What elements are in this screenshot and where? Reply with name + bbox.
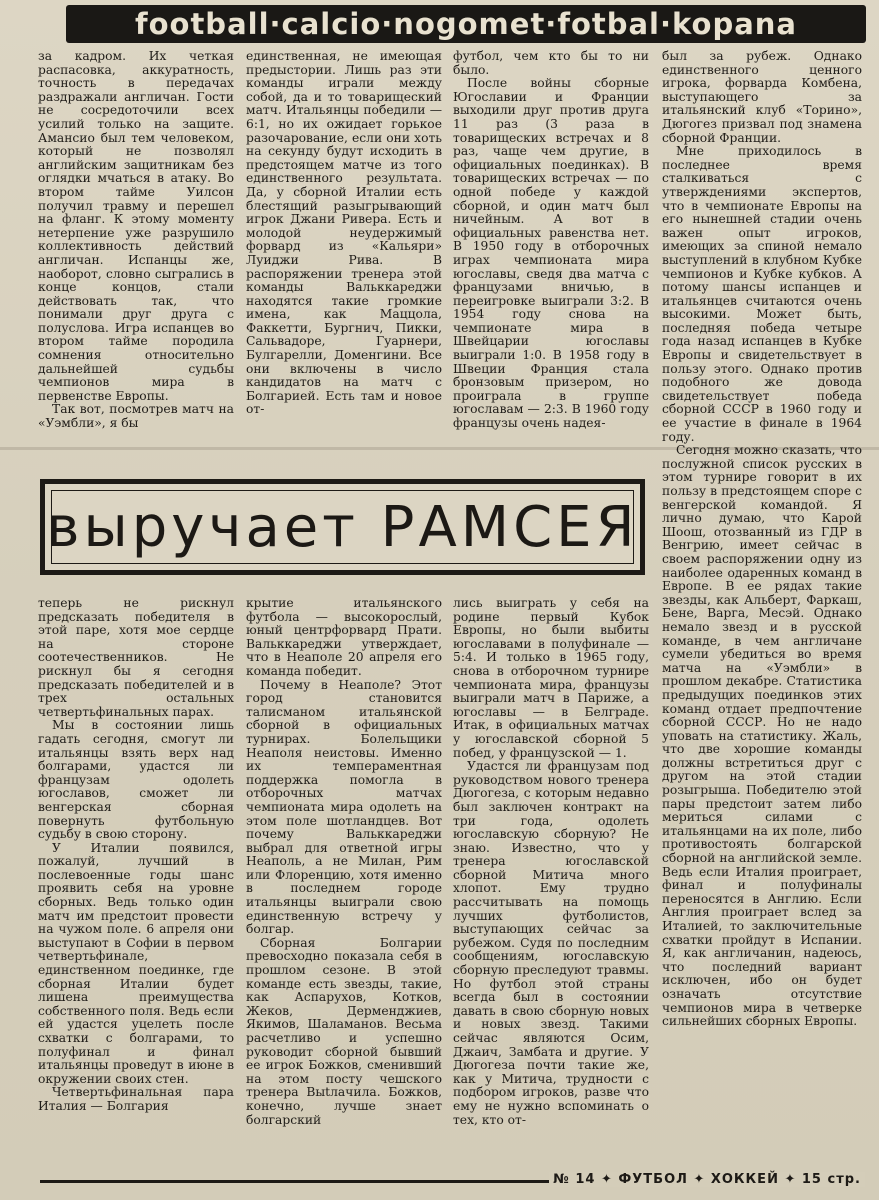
- paragraph: крытие итальянского футбола — высокорослый, юный центрфорвард Прати. Вальккареджи утверждает, что в Неаполе 20 апреля его команда победит.: [246, 597, 442, 678]
- article-column-top-2: [246, 50, 442, 470]
- paragraph: Мы в состоянии лишь гадать сегодня, смогут ли итальянцы взять верх над болгарами, удастся ли французам одолеть югославов, сможет ли венгерская сборная повернуть футбольную судьбу в свою сторону.: [38, 718, 234, 842]
- headline-frame: [40, 479, 645, 575]
- paragraph: Удастся ли французам под руководством нового тренера Дюгогеза, с которым недавно был заключен контракт на три года, одолеть югославскую сборную? Не знаю. Известно, что у тренера югославской сборной Митича много хлопот. Ему трудно рассчитывать на помощь лучших футболистов, выступающих сейчас за рубежом. Судя по последним сообщениям, югославскую сборную преследуют травмы. Но футбол этой страны всегда был в состоянии давать в свою сборную новых и новых звезд. Такими сейчас являются Осим, Джаич, Замбата и другие. У Дюгогеза почти такие же, как у Митича, трудности с подбором игроков, разве что ему не нужно вспоминать о тех, кто от-: [453, 759, 649, 1127]
- paragraph: единственная, не имеющая предыстории. Лишь раз эти команды играли между собой, да и то товарищеский матч. Итальянцы победили — 6:1, но их ожидает горькое разочарование, если они хоть на секунду будут исходить в предстоящем матче из того единственного результата. Да, у сборной Италии есть блестящий разыгрывающий игрок Джани Ривера. Есть и молодой неудержимый форвард из «Кальяри» Луиджи Рива. В распоряжении тренера этой команды Вальккареджи находятся такие громкие имена, как Маццола, Факкетти, Бургнич, Пикки, Сальвадоре, Гуарнери, Булгарелли, Доменгини. Все они включены в число кандидатов на матч с Болгарией. Есть там и новое от-: [246, 50, 442, 417]
- article-column-top-3: [453, 50, 649, 470]
- paragraph: футбол, чем кто бы то ни было.: [453, 50, 649, 77]
- headline: выручает РАМСЕЯ: [46, 494, 639, 560]
- article-column-top-1: [38, 50, 234, 470]
- paragraph: После войны сборные Югославии и Франции выходили друг против друга 11 раз (3 раза в товарищеских встречах и 8 раз, чаще чем другие, в официальных поединках). В товарищеских встречах — по одной победе у каждой сборной, и один матч был ничейным. А вот в официальных равенства нет. В 1950 году в отборочных играх чемпионата мира югославы, сведя два матча с французами вничью, в переигровке выиграли 3:2. В 1954 году снова на чемпионате мира в Швейцарии югославы выиграли 1:0. В 1958 году в Швеции Франция стала бронзовым призером, но проиграла в группе югославам — 2:3. В 1960 году французы очень надея-: [453, 76, 649, 431]
- paragraph: Сборная Болгарии превосходно показала себя в прошлом сезоне. В этой команде есть звезды, такие, как Аспарухов, Котков, Жеков, Дерменджиев, Якимов, Шаламанов. Весьма расчетливо и успешно руководит сборной бывший ее игрок Божков, сменивший на этом посту чешского тренера Выtлачила. Божков, конечно, лучше знает болгарский: [246, 935, 442, 1127]
- paragraph: У Италии появился, пожалуй, лучший в послевоенные годы шанс проявить себя на уровне сборных. Ведь только один матч им предстоит провести на чужом поле. 6 апреля они выступают в Софии в первом четвертьфинале, единственном поединке, где сборная Италии будет лишена преимущества собственного поля. Ведь если ей удастся уцелеть после схватки с болгарами, то полуфинал и финал итальянцы проведут в июне в окружении своих стен.: [38, 840, 234, 1086]
- section-banner: [66, 5, 866, 43]
- paragraph: был за рубеж. Однако единственного ценного игрока, форварда Комбена, выступающего за итальянский клуб «Торино», Дюгогез призвал под знамена сборной Франции.: [662, 50, 862, 145]
- article-column-right: [662, 50, 862, 1168]
- paragraph: Так вот, посмотрев матч на «Уэмбли», я бы: [38, 402, 234, 431]
- paragraph: Сегодня можно сказать, что послужной список русских в этом турнире говорит в их пользу в предстоящем споре с венгерской командой. Я лично думаю, что Карой Шоош, отозванный из ГДР в Венгрию, имеет сейчас в своем распоряжении одну из наиболее одаренных команд в Европе. В ее рядах такие звезды, как Альберт, Фаркаш, Бене, Варга, Месэй. Однако немало звезд и в русской команде, в чем англичане сумели убедиться во время матча на «Уэмбли» в прошлом декабре. Статистика предыдущих поединков этих команд отдает предпочтение сборной СССР. Но не надо уповать на статистику. Жаль, что две хорошие команды должны встретиться друг с другом на этой стадии розыгрыша. Победителю этой пары предстоит затем либо мериться силами с итальянцами на их поле, либо противостоять болгарской сборной на английской земле. Ведь если Италия проиграет, финал и полуфиналы переносятся в Англию. Если Англия проиграет вслед за Италией, то заключительные схватки пройдут в Испании. Я, как англичанин, надеюсь, что последний вариант исключен, ибо он будет означать отсутствие чемпионов мира в четверке сильнейших сборных Европы.: [662, 443, 862, 1029]
- paragraph: Четвертьфинальная пара Италия — Болгария: [38, 1085, 234, 1113]
- page-footer: № 14 ✦ ФУТБОЛ ✦ ХОККЕЙ ✦ 15 стр.: [549, 1172, 865, 1187]
- banner-title: football·calcio·nogomet·fotbal·kopana: [134, 7, 797, 41]
- paragraph: Мне приходилось в последнее время сталкиваться с утверждениями экспертов, что в чемпионате Европы на его нынешней стадии очень важен опыт игроков, имеющих за спиной немало выступлений в клубном Кубке чемпионов и Кубке кубков. А потому шансы испанцев и итальянцев считаются очень высокими. Может быть, последняя победа четыре года назад испанцев в Кубке Европы и свидетельствует в пользу этого. Однако против подобного же довода свидетельствует победа сборной СССР в 1960 году и ее участие в финале в 1964 году.: [662, 144, 862, 444]
- paragraph: теперь не рискнул предсказать победителя в этой паре, хотя мое сердце на стороне соотечественников. Не рискнул бы я сегодня предсказать победителей и в трех остальных четвертьфинальных парах.: [38, 597, 234, 719]
- article-column-bottom-2: [246, 597, 442, 1169]
- paragraph: лись выиграть у себя на родине первый Кубок Европы, но были выбиты югославами в полуфинале — 5:4. И только в 1965 году, снова в отборочном турнире чемпионата мира, французы выиграли матч в Париже, а югославы — в Белграде. Итак, в официальных матчах у югославской сборной 5 побед, у французской — 1.: [453, 597, 649, 760]
- paragraph: Почему в Неаполе? Этот город становится талисманом итальянской сборной в официальных турнирах. Болельщики Неаполя неистовы. Именно их темпераментная поддержка помогла в отборочных матчах чемпионата мира одолеть на этом поле шотландцев. Вот почему Вальккареджи выбрал для ответной игры Неаполь, а не Милан, Рим или Флоренцию, хотя именно в последнем городе итальянцы выиграли свою единственную встречу у болгар.: [246, 677, 442, 937]
- article-column-bottom-1: [38, 597, 234, 1169]
- article-column-bottom-3: [453, 597, 649, 1169]
- paragraph: за кадром. Их четкая распасовка, аккуратность, точность в передачах раздражали англичан. Гости не сосредоточили всех усилий только на защите. Амансио был тем человеком, который не позволял английским защитникам без оглядки мчаться в атаку. Во втором тайме Уилсон получил травму и перешел на фланг. К этому моменту нетерпение уже разрушило коллективность действий англичан. Испанцы же, наоборот, словно сыгрались в конце концов, стали действовать так, что понимали друг друга с полуслова. Игра испанцев во втором тайме породила сомнения относительно дальнейшей судьбы чемпионов мира в первенстве Европы.: [38, 50, 234, 403]
